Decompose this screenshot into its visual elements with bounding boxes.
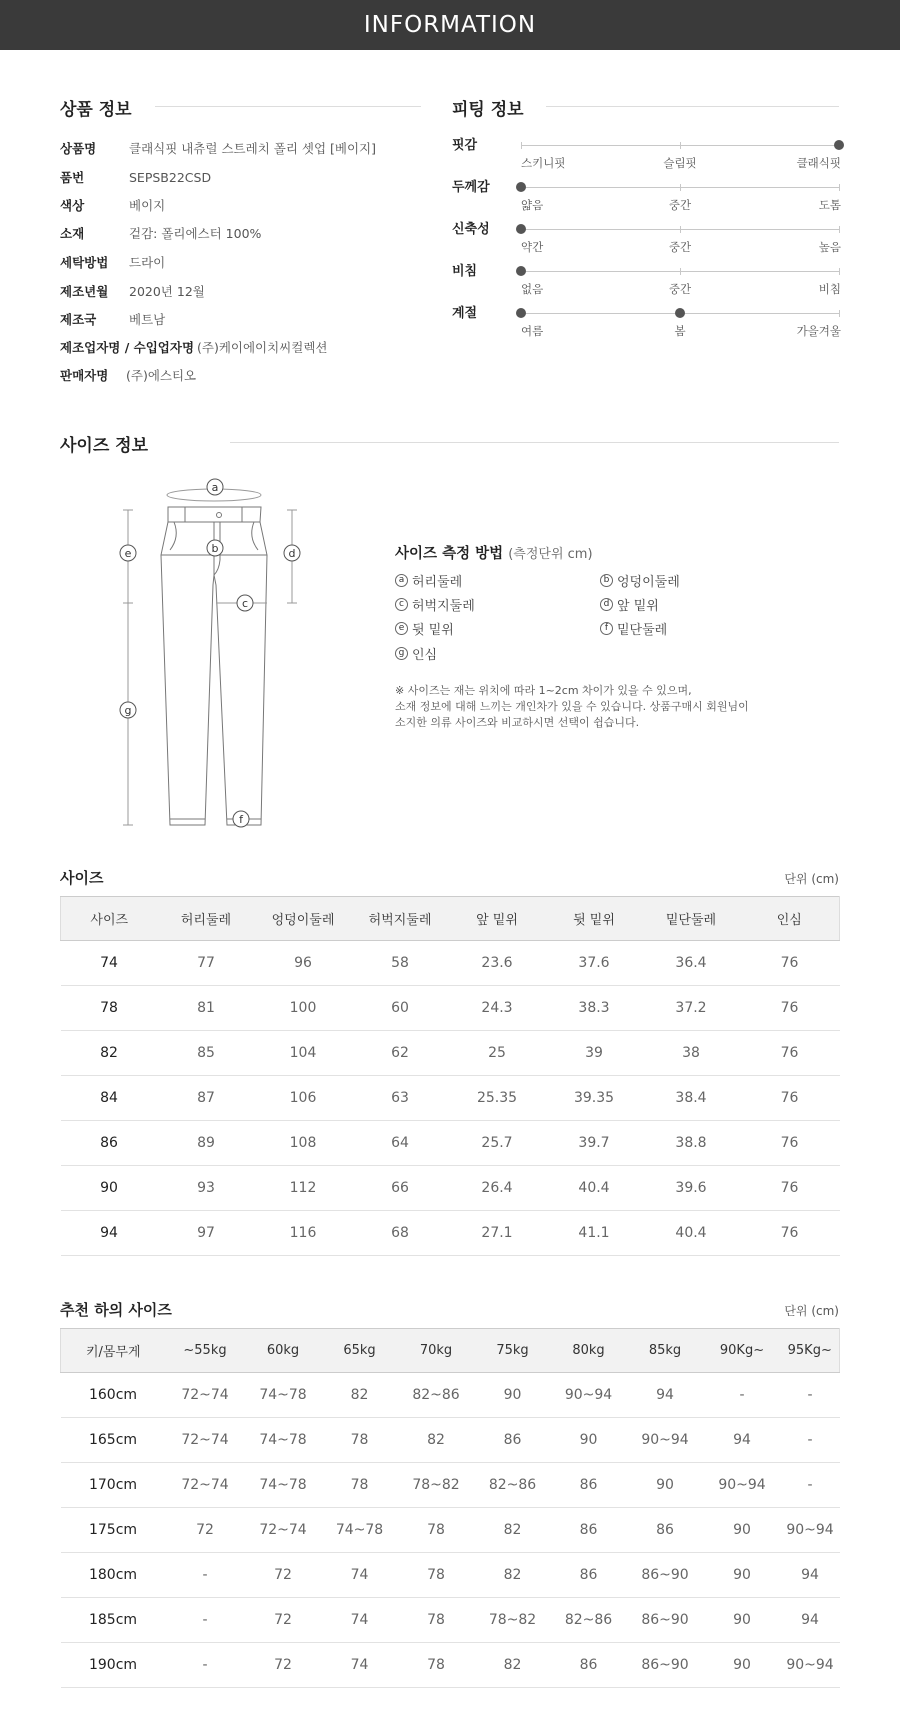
measure-item bbox=[395, 644, 437, 663]
size_table-cell: 94 bbox=[61, 1211, 158, 1256]
size_table-cell: 63 bbox=[352, 1076, 449, 1121]
fitting-tick bbox=[680, 226, 681, 233]
recommend_table-cell: 82~86 bbox=[398, 1373, 475, 1418]
recommend_table-cell: 190cm bbox=[61, 1643, 166, 1688]
recommend-table-unit: 단위 (cm) bbox=[784, 1304, 839, 1318]
measure-item bbox=[395, 571, 462, 590]
fitting-option: 중간 bbox=[668, 198, 692, 212]
recommend_table-cell: - bbox=[781, 1418, 840, 1463]
recommend_table-cell: 72 bbox=[245, 1598, 322, 1643]
fitting-track bbox=[521, 145, 839, 146]
recommend_table-cell: 94 bbox=[704, 1418, 781, 1463]
size-table-unit: 단위 (cm) bbox=[784, 872, 839, 886]
recommend_table-cell: 82 bbox=[475, 1643, 551, 1688]
size_table-cell: 40.4 bbox=[643, 1211, 740, 1256]
header-bar bbox=[0, 0, 900, 50]
size-info-divider bbox=[230, 442, 839, 443]
size_table-cell: 66 bbox=[352, 1166, 449, 1211]
diagram-letter-f: f bbox=[239, 813, 243, 826]
size_table-cell: 104 bbox=[255, 1031, 352, 1076]
fitting-selected-dot bbox=[516, 266, 526, 276]
size_table-row bbox=[61, 1076, 840, 1121]
fitting-option: 중간 bbox=[668, 282, 692, 296]
fitting-option: 슬림핏 bbox=[663, 156, 697, 170]
size_table-header-row bbox=[61, 897, 840, 941]
fitting-label: 계절 bbox=[452, 306, 478, 321]
size_table-cell: 38 bbox=[643, 1031, 740, 1076]
size_table-cell: 24.3 bbox=[449, 986, 546, 1031]
size_table-cell: 81 bbox=[158, 986, 255, 1031]
diagram-letter-d: d bbox=[288, 547, 296, 560]
fitting-selected-dot bbox=[675, 308, 685, 318]
product-info-value: 드라이 bbox=[129, 255, 166, 270]
recommend_table-cell: 94 bbox=[627, 1373, 704, 1418]
product-info-label: 소재 bbox=[60, 226, 85, 241]
size_table-row bbox=[61, 1031, 840, 1076]
size_table-cell: 77 bbox=[158, 941, 255, 986]
size_table-cell: 41.1 bbox=[546, 1211, 643, 1256]
recommend_table-row bbox=[61, 1598, 840, 1643]
recommend_table-cell: 185cm bbox=[61, 1598, 166, 1643]
recommend_table-header-cell: 키/몸무게 bbox=[61, 1329, 166, 1373]
recommend_table-header-cell: 60kg bbox=[245, 1329, 322, 1373]
size_table-cell: 84 bbox=[61, 1076, 158, 1121]
size_table-cell: 76 bbox=[740, 986, 840, 1031]
recommend_table-cell: 74~78 bbox=[245, 1418, 322, 1463]
size_table-header-cell: 뒷 밑위 bbox=[546, 897, 643, 941]
fitting-selected-dot bbox=[516, 182, 526, 192]
size-table-title: 사이즈 bbox=[60, 869, 104, 887]
recommend_table-cell: 90 bbox=[551, 1418, 627, 1463]
fitting-tick bbox=[680, 268, 681, 275]
recommend_table-cell: - bbox=[781, 1463, 840, 1508]
fitting-tick bbox=[839, 226, 840, 233]
fitting-label: 핏감 bbox=[452, 138, 478, 153]
product-info-value: SEPSB22CSD bbox=[129, 169, 212, 185]
recommend_table-cell: - bbox=[781, 1373, 840, 1418]
product-info-label: 색상 bbox=[60, 198, 85, 213]
recommend_table-cell: 82~86 bbox=[475, 1463, 551, 1508]
recommend_table-header-cell: 95Kg~ bbox=[781, 1329, 840, 1373]
product-info-row bbox=[60, 223, 440, 243]
fitting-option: 봄 bbox=[674, 324, 686, 338]
size_table-cell: 62 bbox=[352, 1031, 449, 1076]
diagram-letter-g: g bbox=[124, 704, 132, 717]
measure-label: 앞 밑위 bbox=[617, 599, 659, 614]
size_table-cell: 23.6 bbox=[449, 941, 546, 986]
recommend_table-cell: 86~90 bbox=[627, 1643, 704, 1688]
size_table-cell: 86 bbox=[61, 1121, 158, 1166]
recommend_table-cell: 90~94 bbox=[781, 1508, 840, 1553]
size_table-cell: 25.7 bbox=[449, 1121, 546, 1166]
size_table-header-cell: 허벅지둘레 bbox=[352, 897, 449, 941]
fitting-option: 약간 bbox=[521, 240, 544, 254]
measure-key-icon: b bbox=[600, 574, 613, 587]
recommend_table-cell: 94 bbox=[781, 1553, 840, 1598]
recommend_table-cell: 90 bbox=[704, 1643, 781, 1688]
recommend_table-cell: 74~78 bbox=[322, 1508, 398, 1553]
recommend-table-title: 추천 하의 사이즈 bbox=[60, 1301, 172, 1319]
size_table-cell: 38.4 bbox=[643, 1076, 740, 1121]
size_table-row bbox=[61, 941, 840, 986]
measure-key-icon: d bbox=[600, 598, 613, 611]
fitting-selected-dot bbox=[516, 308, 526, 318]
measure-label: 허리둘레 bbox=[412, 575, 463, 590]
size_table-cell: 76 bbox=[740, 1166, 840, 1211]
recommend_table-cell: 86 bbox=[475, 1418, 551, 1463]
recommend_table-header-cell: 70kg bbox=[398, 1329, 475, 1373]
size_table-cell: 38.8 bbox=[643, 1121, 740, 1166]
size_table-cell: 39.35 bbox=[546, 1076, 643, 1121]
recommend_table-cell: 86 bbox=[627, 1508, 704, 1553]
size_table-header-cell: 사이즈 bbox=[61, 897, 158, 941]
recommend_table-cell: 165cm bbox=[61, 1418, 166, 1463]
recommend_table-cell: 72 bbox=[245, 1643, 322, 1688]
recommend_table-cell: 78 bbox=[398, 1508, 475, 1553]
size_table-cell: 116 bbox=[255, 1211, 352, 1256]
size-note-line: 소지한 의류 사이즈와 비교하시면 선택이 쉽습니다. bbox=[395, 716, 640, 729]
pants-diagram bbox=[110, 475, 310, 830]
size_table-cell: 37.2 bbox=[643, 986, 740, 1031]
size_table-cell: 39.6 bbox=[643, 1166, 740, 1211]
recommend_table-cell: 74 bbox=[322, 1643, 398, 1688]
recommend_table-cell: 78~82 bbox=[398, 1463, 475, 1508]
recommend_table-header-cell: 85kg bbox=[627, 1329, 704, 1373]
recommend_table-cell: 86 bbox=[551, 1463, 627, 1508]
product-info-label: 판매자명 bbox=[60, 368, 109, 383]
recommend_table-cell: 86~90 bbox=[627, 1598, 704, 1643]
size_table-cell: 68 bbox=[352, 1211, 449, 1256]
recommend_table-cell: 90~94 bbox=[627, 1418, 704, 1463]
recommend_table-cell: 90~94 bbox=[551, 1373, 627, 1418]
recommend_table-cell: 90 bbox=[704, 1553, 781, 1598]
recommend_table-header-cell: 75kg bbox=[475, 1329, 551, 1373]
product-info-value: 베이지 bbox=[129, 198, 166, 213]
recommend_table-cell: - bbox=[166, 1643, 245, 1688]
measure-label: 뒷 밑위 bbox=[412, 623, 454, 638]
product-info-row bbox=[60, 281, 440, 301]
size_table-header-cell: 앞 밑위 bbox=[449, 897, 546, 941]
recommend_table-cell: 90 bbox=[704, 1598, 781, 1643]
fitting-tick bbox=[680, 142, 681, 149]
product-info-row bbox=[60, 252, 440, 272]
recommend_table-cell: - bbox=[166, 1553, 245, 1598]
size-note bbox=[395, 683, 815, 731]
header-title: INFORMATION bbox=[363, 12, 537, 38]
size_table-cell: 60 bbox=[352, 986, 449, 1031]
fitting-tick bbox=[680, 184, 681, 191]
recommend_table-cell: 72 bbox=[245, 1553, 322, 1598]
recommend_table-cell: 82 bbox=[475, 1553, 551, 1598]
size_table-cell: 36.4 bbox=[643, 941, 740, 986]
recommend_table-row bbox=[61, 1643, 840, 1688]
recommend_table-cell: 170cm bbox=[61, 1463, 166, 1508]
fitting-tick bbox=[839, 268, 840, 275]
measure-method-heading: 사이즈 측정 방법 bbox=[395, 546, 504, 562]
fitting-option: 스키니핏 bbox=[521, 156, 566, 170]
size_table-cell: 74 bbox=[61, 941, 158, 986]
size_table-row bbox=[61, 1166, 840, 1211]
size_table-cell: 100 bbox=[255, 986, 352, 1031]
recommend_table-header-cell: 80kg bbox=[551, 1329, 627, 1373]
measure-key-icon: f bbox=[600, 622, 613, 635]
product-info-value: 클래식핏 내츄럴 스트레치 폴리 셋업 [베이지] bbox=[129, 141, 376, 156]
size_table-cell: 106 bbox=[255, 1076, 352, 1121]
size_table-header-cell: 밑단둘레 bbox=[643, 897, 740, 941]
recommend_table-cell: 90~94 bbox=[704, 1463, 781, 1508]
size_table-cell: 112 bbox=[255, 1166, 352, 1211]
product-info-value: 베트남 bbox=[129, 312, 166, 327]
size_table-cell: 85 bbox=[158, 1031, 255, 1076]
recommend_table-cell: 180cm bbox=[61, 1553, 166, 1598]
recommend_table-header-row bbox=[61, 1329, 840, 1373]
size_table-header-cell: 허리둘레 bbox=[158, 897, 255, 941]
recommend_table-cell: 86 bbox=[551, 1643, 627, 1688]
size_table-cell: 37.6 bbox=[546, 941, 643, 986]
measure-item bbox=[395, 595, 475, 614]
size_table-cell: 78 bbox=[61, 986, 158, 1031]
recommend_table-cell: 78 bbox=[322, 1463, 398, 1508]
recommend_table-cell: 175cm bbox=[61, 1508, 166, 1553]
size_table-cell: 25 bbox=[449, 1031, 546, 1076]
size_table-cell: 76 bbox=[740, 1076, 840, 1121]
recommend_table-cell: 90~94 bbox=[781, 1643, 840, 1688]
measure-item bbox=[600, 619, 667, 638]
recommend_table-cell: 72~74 bbox=[166, 1463, 245, 1508]
recommend-table bbox=[60, 1328, 840, 1688]
recommend_table-cell: 86~90 bbox=[627, 1553, 704, 1598]
fitting-option: 없음 bbox=[521, 282, 544, 296]
recommend_table-cell: 82 bbox=[475, 1508, 551, 1553]
recommend_table-cell: 74 bbox=[322, 1553, 398, 1598]
measure-key-icon: g bbox=[395, 647, 408, 660]
fitting-option: 도톰 bbox=[818, 198, 841, 212]
measure-key-icon: e bbox=[395, 622, 408, 635]
size_table-cell: 76 bbox=[740, 941, 840, 986]
measure-label: 엉덩이둘레 bbox=[617, 575, 680, 590]
fitting-track bbox=[521, 229, 839, 230]
product-info-value: 겉감: 폴리에스터 100% bbox=[129, 226, 262, 241]
size_table-header-cell: 엉덩이둘레 bbox=[255, 897, 352, 941]
measure-label: 밑단둘레 bbox=[617, 623, 668, 638]
size_table-cell: 90 bbox=[61, 1166, 158, 1211]
recommend_table-header-cell: 90Kg~ bbox=[704, 1329, 781, 1373]
product-info-row bbox=[60, 167, 440, 187]
recommend_table-row bbox=[61, 1463, 840, 1508]
size_table-row bbox=[61, 1211, 840, 1256]
size-table bbox=[60, 896, 840, 1256]
recommend_table-cell: - bbox=[704, 1373, 781, 1418]
fitting-selected-dot bbox=[834, 140, 844, 150]
diagram-letter-c: c bbox=[241, 597, 249, 610]
product-info-label: 상품명 bbox=[60, 141, 97, 156]
fitting-option: 얇음 bbox=[521, 198, 544, 212]
recommend_table-cell: 86 bbox=[551, 1553, 627, 1598]
measure-label: 인심 bbox=[412, 648, 438, 663]
product-info-value: (주)케이에이치씨컬렉션 bbox=[197, 340, 328, 355]
recommend_table-row bbox=[61, 1508, 840, 1553]
fitting-option: 비침 bbox=[818, 282, 841, 296]
fitting-track bbox=[521, 271, 839, 272]
size_table-cell: 64 bbox=[352, 1121, 449, 1166]
measure-method-unit: (측정단위 cm) bbox=[508, 547, 593, 562]
recommend_table-cell: 78 bbox=[322, 1418, 398, 1463]
recommend_table-cell: 72~74 bbox=[166, 1373, 245, 1418]
product-info-label: 제조년월 bbox=[60, 284, 109, 299]
size_table-cell: 82 bbox=[61, 1031, 158, 1076]
fitting-option: 여름 bbox=[521, 324, 544, 338]
product-info-label: 제조업자명 / 수입업자명 bbox=[60, 340, 195, 355]
product-info-row bbox=[60, 138, 440, 158]
size_table-cell: 76 bbox=[740, 1031, 840, 1076]
fitting-option: 클래식핏 bbox=[796, 156, 841, 170]
size_table-cell: 89 bbox=[158, 1121, 255, 1166]
size_table-cell: 97 bbox=[158, 1211, 255, 1256]
size_table-cell: 93 bbox=[158, 1166, 255, 1211]
product-info-label: 세탁방법 bbox=[60, 255, 109, 270]
size_table-cell: 25.35 bbox=[449, 1076, 546, 1121]
fitting-tick bbox=[521, 142, 522, 149]
recommend_table-cell: 90 bbox=[704, 1508, 781, 1553]
product-info-row bbox=[60, 195, 440, 215]
size_table-row bbox=[61, 1121, 840, 1166]
size_table-cell: 40.4 bbox=[546, 1166, 643, 1211]
measure-key-icon: c bbox=[395, 598, 408, 611]
recommend_table-cell: 90 bbox=[627, 1463, 704, 1508]
measure-method-title bbox=[395, 542, 593, 563]
size-note-line: ※ 사이즈는 재는 위치에 따라 1~2cm 차이가 있을 수 있으며, bbox=[395, 684, 692, 697]
size_table-cell: 76 bbox=[740, 1121, 840, 1166]
fitting-track bbox=[521, 187, 839, 188]
diagram-letter-e: e bbox=[124, 547, 132, 560]
product-info-value: 2020년 12월 bbox=[129, 284, 205, 299]
product-info-label: 제조국 bbox=[60, 312, 97, 327]
diagram-letter-b: b bbox=[211, 542, 219, 555]
recommend_table-header-cell: ~55kg bbox=[166, 1329, 245, 1373]
size_table-cell: 26.4 bbox=[449, 1166, 546, 1211]
recommend_table-cell: 78~82 bbox=[475, 1598, 551, 1643]
recommend_table-cell: 86 bbox=[551, 1508, 627, 1553]
measure-item bbox=[600, 595, 659, 614]
size_table-cell: 58 bbox=[352, 941, 449, 986]
recommend_table-cell: 82~86 bbox=[551, 1598, 627, 1643]
diagram-letter-a: a bbox=[211, 481, 219, 494]
recommend_table-row bbox=[61, 1373, 840, 1418]
measure-key-icon: a bbox=[395, 574, 408, 587]
size_table-cell: 96 bbox=[255, 941, 352, 986]
size_table-cell: 76 bbox=[740, 1211, 840, 1256]
product-info-row bbox=[60, 309, 440, 329]
size_table-cell: 38.3 bbox=[546, 986, 643, 1031]
size_table-cell: 87 bbox=[158, 1076, 255, 1121]
product-info-label: 품번 bbox=[60, 170, 85, 185]
recommend_table-cell: 78 bbox=[398, 1598, 475, 1643]
fitting-label: 비침 bbox=[452, 264, 478, 279]
size-note-line: 소재 정보에 대해 느끼는 개인차가 있을 수 있습니다. 상품구매시 회원님이 bbox=[395, 700, 749, 713]
measure-item bbox=[395, 619, 454, 638]
recommend_table-cell: 78 bbox=[398, 1643, 475, 1688]
fitting-info-divider bbox=[546, 106, 839, 107]
fitting-option: 가을겨울 bbox=[796, 324, 841, 338]
product-info-row bbox=[60, 365, 440, 385]
product-info-row bbox=[60, 337, 440, 357]
size_table-row bbox=[61, 986, 840, 1031]
size_table-cell: 39.7 bbox=[546, 1121, 643, 1166]
recommend_table-cell: 82 bbox=[398, 1418, 475, 1463]
fitting-label: 두께감 bbox=[452, 180, 490, 195]
recommend_table-cell: 78 bbox=[398, 1553, 475, 1598]
recommend_table-cell: 160cm bbox=[61, 1373, 166, 1418]
recommend_table-cell: 82 bbox=[322, 1373, 398, 1418]
product-info-title: 상품 정보 bbox=[60, 100, 132, 120]
recommend_table-cell: 72 bbox=[166, 1508, 245, 1553]
recommend_table-cell: 74 bbox=[322, 1598, 398, 1643]
recommend_table-header-cell: 65kg bbox=[322, 1329, 398, 1373]
fitting-tick bbox=[839, 184, 840, 191]
recommend_table-cell: 94 bbox=[781, 1598, 840, 1643]
size_table-header-cell: 인심 bbox=[740, 897, 840, 941]
fitting-tick bbox=[839, 310, 840, 317]
measure-item bbox=[600, 571, 680, 590]
size_table-cell: 27.1 bbox=[449, 1211, 546, 1256]
measure-label: 허벅지둘레 bbox=[412, 599, 475, 614]
recommend_table-cell: 74~78 bbox=[245, 1463, 322, 1508]
recommend_table-cell: - bbox=[166, 1598, 245, 1643]
recommend_table-cell: 72~74 bbox=[245, 1508, 322, 1553]
recommend_table-cell: 72~74 bbox=[166, 1418, 245, 1463]
recommend_table-row bbox=[61, 1553, 840, 1598]
recommend_table-row bbox=[61, 1418, 840, 1463]
size-info-title: 사이즈 정보 bbox=[60, 436, 149, 456]
size_table-cell: 39 bbox=[546, 1031, 643, 1076]
size_table-cell: 108 bbox=[255, 1121, 352, 1166]
recommend_table-cell: 74~78 bbox=[245, 1373, 322, 1418]
fitting-option: 높음 bbox=[818, 240, 841, 254]
fitting-selected-dot bbox=[516, 224, 526, 234]
fitting-option: 중간 bbox=[668, 240, 692, 254]
product-info-value: (주)에스티오 bbox=[126, 368, 197, 383]
fitting-info-title: 피팅 정보 bbox=[452, 100, 524, 120]
product-info-divider bbox=[155, 106, 421, 107]
fitting-label: 신축성 bbox=[452, 222, 490, 237]
fitting-track bbox=[521, 313, 839, 314]
recommend_table-cell: 90 bbox=[475, 1373, 551, 1418]
